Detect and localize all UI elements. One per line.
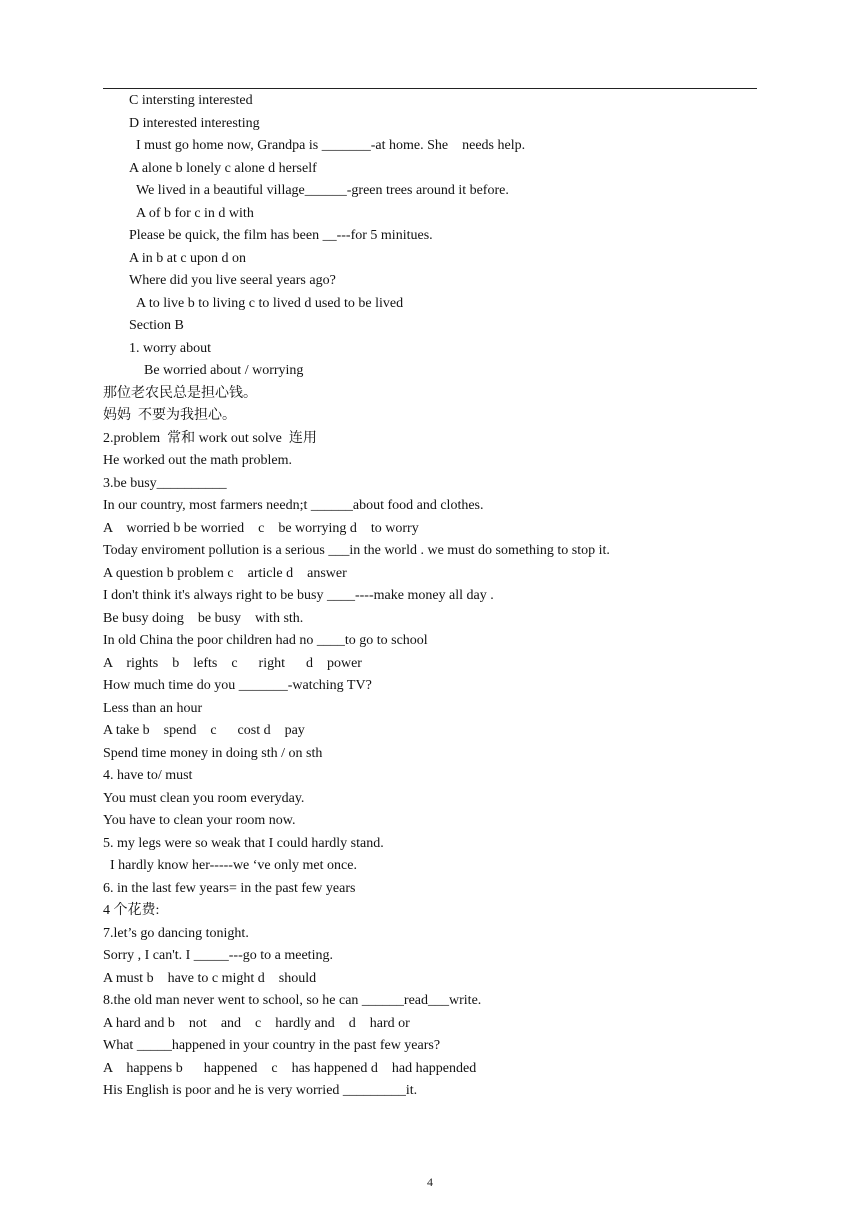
text-line: D interested interesting: [129, 115, 260, 131]
text-line: 8.the old man never went to school, so he can ______read___write.: [103, 993, 482, 1008]
text-line: 5. my legs were so weak that I could hardly stand.: [103, 835, 384, 851]
text-line: How much time do you _______-watching TV?: [103, 678, 372, 693]
text-line: 3.be busy__________: [103, 475, 227, 491]
text-line: You must clean you room everyday.: [103, 790, 305, 806]
text-line: A question b problem c article d answer: [103, 565, 347, 581]
text-line: You have to clean your room now.: [103, 813, 296, 828]
text-line: Sorry , I can't. I _____---go to a meeting.: [103, 948, 333, 963]
text-line: A to live b to living c to lived d used to be lived: [136, 295, 404, 311]
text-line: 1. worry about: [129, 340, 212, 356]
text-line: Less than an hour: [103, 700, 203, 716]
text-line: Section B: [129, 318, 184, 333]
text-line: I don't think it's always right to be busy ____----make money all day .: [103, 588, 494, 603]
page-number: 4: [427, 1175, 433, 1189]
text-line: A worried b be worried c be worrying d to worry: [103, 520, 419, 536]
text-line: C intersting interested: [129, 93, 253, 108]
text-line: We lived in a beautiful village______-green trees around it before.: [136, 183, 509, 198]
text-line: Today enviroment pollution is a serious ___in the world . we must do something to stop it.: [103, 543, 610, 558]
text-line: Be worried about / worrying: [144, 363, 304, 378]
text-line: 2.problem 常和 work out solve 连用: [103, 430, 317, 446]
text-line: Please be quick, the film has been __---for 5 minitues.: [129, 228, 433, 243]
text-line: A take b spend c cost d pay: [103, 723, 305, 738]
header-rule: [103, 88, 757, 89]
text-line: He worked out the math problem.: [103, 453, 292, 468]
text-line: Spend time money in doing sth / on sth: [103, 745, 323, 761]
text-line: A must b have to c might d should: [103, 970, 317, 986]
text-line: 7.let’s go dancing tonight.: [103, 925, 249, 941]
text-line: I hardly know her-----we ‘ve only met once.: [110, 858, 357, 873]
text-line: 6. in the last few years= in the past few years: [103, 880, 356, 896]
text-line: Be busy doing be busy with sth.: [103, 610, 304, 626]
text-line: His English is poor and he is very worried _________it.: [103, 1083, 418, 1098]
text-line: Where did you live seeral years ago?: [129, 273, 336, 288]
text-line: 那位老农民总是担心钱。: [103, 385, 257, 401]
text-line: In old China the poor children had no ____to go to school: [103, 633, 428, 648]
text-line: A alone b lonely c alone d herself: [129, 160, 317, 176]
text-line: A hard and b not and c hardly and d hard or: [103, 1015, 410, 1031]
text-line: 4 个花费:: [103, 903, 160, 918]
text-line: A of b for c in d with: [136, 205, 254, 221]
text-line: A in b at c upon d on: [129, 250, 247, 266]
text-line: A rights b lefts c right d power: [103, 655, 362, 671]
text-line: A happens b happened c has happened d had happended: [103, 1060, 477, 1076]
text-line: What _____happened in your country in the past few years?: [103, 1038, 441, 1053]
text-line: I must go home now, Grandpa is _______-at home. She needs help.: [136, 138, 526, 153]
text-line: 妈妈 不要为我担心。: [103, 408, 236, 423]
text-line: In our country, most farmers needn;t ______about food and clothes.: [103, 498, 484, 513]
text-line: 4. have to/ must: [103, 768, 193, 783]
